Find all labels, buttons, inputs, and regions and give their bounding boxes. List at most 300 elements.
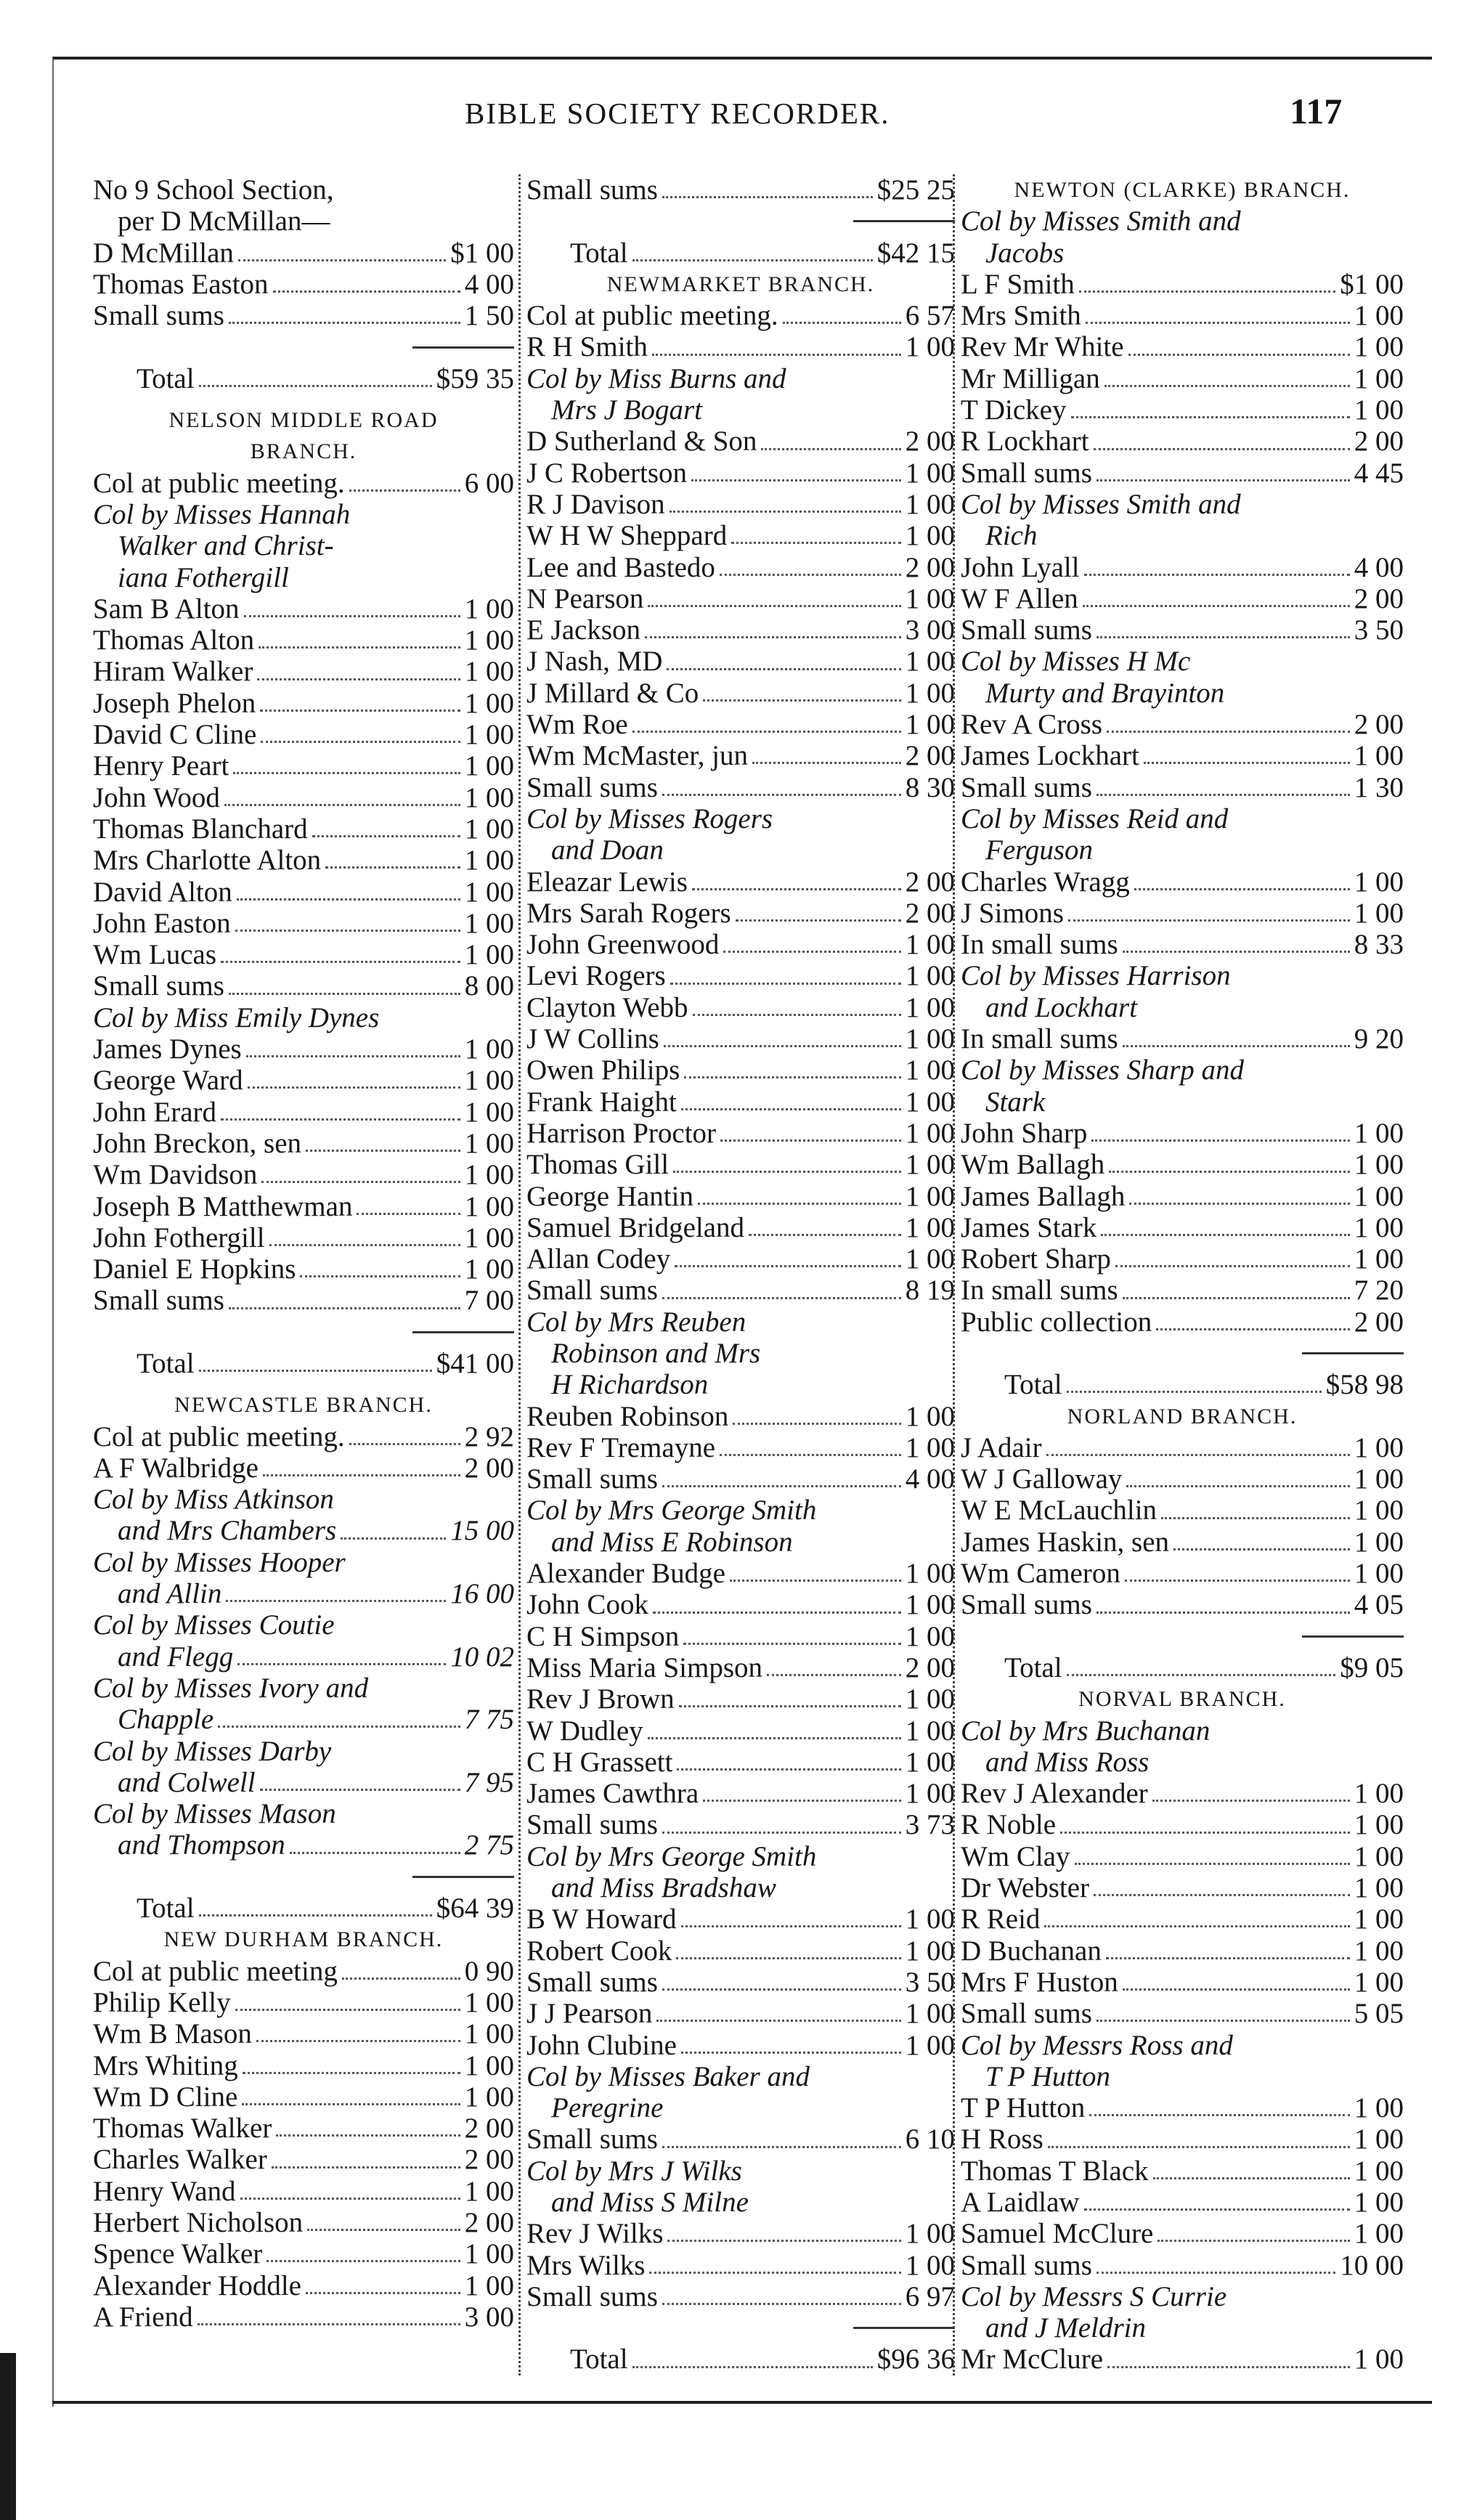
leader-dots (1104, 385, 1350, 387)
list-item (93, 2301, 514, 2333)
entry-amount: 3 50 (1354, 614, 1404, 646)
entry-amount: 1 00 (464, 1986, 514, 2018)
entry-name: Col at public meeting. (93, 467, 345, 499)
leader-dots (269, 1244, 460, 1246)
collector-note: Ferguson (985, 834, 1094, 866)
leader-dots (226, 1600, 446, 1602)
entry-name: D Buchanan (961, 1935, 1102, 1967)
entry-amount: 1 00 (905, 929, 955, 961)
entry-amount: 4 00 (1354, 551, 1404, 583)
leader-dots (306, 2292, 460, 2294)
entry-name: Chapple (118, 1704, 214, 1736)
leader-dots (248, 1086, 460, 1089)
list-item (961, 2155, 1404, 2187)
leader-dots (662, 1485, 901, 1487)
collector-note: Col by Messrs Ross and (961, 2029, 1233, 2061)
list-item (93, 719, 514, 750)
entry-amount: 1 00 (464, 1159, 514, 1191)
entry-name: T Dickey (961, 394, 1067, 426)
entry-amount: 1 00 (1354, 1966, 1404, 1998)
leader-dots (1161, 1517, 1350, 1519)
entry-amount: 1 00 (1354, 1872, 1404, 1904)
entry-name: Samuel McClure (961, 2218, 1154, 2250)
collector-note: Rich (985, 520, 1038, 552)
branch-heading: NELSON MIDDLE ROAD (168, 408, 439, 433)
list-item (93, 468, 514, 499)
total-rule (93, 331, 514, 362)
list-item (526, 583, 955, 614)
list-item (526, 614, 955, 646)
entry-name: Public collection (961, 1306, 1152, 1338)
entry-name: A F Walbridge (93, 1452, 259, 1484)
entry-name: Small sums (93, 300, 224, 332)
entry-name: Rev J Brown (526, 1683, 675, 1715)
leader-dots (662, 2146, 901, 2148)
list-item (93, 1767, 514, 1798)
list-item (93, 2238, 514, 2269)
list-item (526, 2030, 955, 2061)
entry-amount: 2 00 (1354, 582, 1404, 614)
entry-name: C H Simpson (526, 1620, 680, 1652)
branch-heading: NEW DURHAM BRANCH. (163, 1927, 444, 1952)
entry-amount: 8 00 (464, 970, 514, 1002)
leader-dots (1128, 354, 1350, 356)
list-item (93, 2270, 514, 2301)
leader-dots (1048, 2146, 1350, 2148)
entry-amount: 6 97 (905, 2280, 955, 2312)
list-item (93, 1515, 514, 1546)
leader-dots (259, 646, 460, 649)
collector-note: Col by Messrs S Currie (961, 2280, 1227, 2312)
list-item (526, 1967, 955, 1998)
entry-name: Small sums (961, 457, 1092, 489)
entry-name: Small sums (961, 1589, 1092, 1621)
list-item (526, 1589, 955, 1620)
entry-name: Rev F Tremayne (526, 1431, 716, 1463)
total-label: Total (1004, 1651, 1062, 1683)
rule-line (1302, 1352, 1404, 1354)
list-item (93, 625, 514, 656)
list-item (526, 1432, 955, 1463)
entry-amount: 1 00 (464, 907, 514, 939)
list-item (526, 1275, 955, 1306)
leader-dots (238, 259, 446, 261)
leader-dots (652, 354, 901, 356)
entry-name: Wm Ballagh (961, 1149, 1105, 1181)
leader-dots (1096, 479, 1350, 481)
leader-dots (667, 2240, 900, 2242)
entry-amount: 1 00 (464, 939, 514, 971)
list-item (93, 877, 514, 908)
list-item (526, 709, 955, 740)
entry-name: Mr McClure (961, 2344, 1104, 2375)
entry-name: James Haskin, sen (961, 1526, 1170, 1558)
entry-amount: 1 00 (464, 876, 514, 908)
collector-note: and Miss Bradshaw (551, 1872, 776, 1904)
entry-name: John Cook (526, 1589, 648, 1621)
leader-dots (198, 2323, 460, 2325)
entry-amount: 0 90 (464, 1955, 514, 1987)
entry-amount: 2 00 (905, 426, 955, 458)
leader-dots (229, 1307, 460, 1309)
total-amount: $42 15 (876, 237, 955, 269)
list-item (961, 1212, 1404, 1243)
entry-amount: 1 00 (905, 1998, 955, 2030)
entry-amount: 1 00 (905, 1243, 955, 1275)
entry-amount: 1 00 (905, 991, 955, 1023)
entry-name: Small sums (526, 1966, 658, 1998)
list-item (93, 845, 514, 876)
list-item (961, 552, 1404, 583)
list-item (93, 1578, 514, 1609)
entry-amount: 1 00 (1354, 2123, 1404, 2155)
list-item (526, 1243, 955, 1275)
entry-name: Allan Codey (526, 1243, 671, 1275)
entry-amount: 1 00 (905, 1778, 955, 1810)
leader-dots (656, 2020, 900, 2022)
leader-dots (731, 542, 901, 544)
leader-dots (342, 1978, 460, 1980)
entry-amount: 2 00 (905, 1651, 955, 1683)
list-item (93, 1033, 514, 1065)
entry-amount: 3 73 (905, 1809, 955, 1841)
leader-dots (648, 1737, 901, 1739)
entry-name: John Easton (93, 907, 231, 939)
entry-name: James Dynes (93, 1033, 242, 1065)
entry-amount: 1 00 (905, 1935, 955, 1967)
entry-name: Henry Wand (93, 2175, 236, 2207)
entry-name: David C Cline (93, 719, 257, 751)
entry-name: Miss Maria Simpson (526, 1651, 763, 1683)
branch-heading: BRANCH. (250, 439, 357, 464)
entry-name: James Lockhart (961, 740, 1139, 772)
list-item (961, 1463, 1404, 1495)
leader-dots (1096, 636, 1350, 638)
entry-name: J J Pearson (526, 1998, 653, 2030)
entry-name: J Millard & Co (526, 677, 699, 709)
leader-dots (235, 2009, 460, 2011)
entry-amount: 1 00 (1354, 1778, 1404, 1810)
list-item (93, 1097, 514, 1128)
leader-dots (1068, 919, 1350, 922)
entry-name: Mrs Wilks (526, 2249, 646, 2281)
leader-dots (199, 1370, 432, 1372)
leader-dots (1156, 1328, 1350, 1330)
leader-dots (662, 1988, 901, 1991)
entry-name: Levi Rogers (526, 960, 666, 992)
entry-amount: 1 00 (464, 2049, 514, 2081)
list-item (526, 1086, 955, 1118)
list-item (526, 1903, 955, 1935)
list-item (526, 426, 955, 457)
list-item (93, 1829, 514, 1861)
leader-dots (325, 866, 460, 869)
branch-heading: NEWMARKET BRANCH. (606, 272, 875, 296)
leader-dots (675, 1265, 901, 1267)
entry-name: John Lyall (961, 551, 1080, 583)
leader-dots (1106, 1957, 1350, 1959)
entry-name: Owen Philips (526, 1054, 680, 1086)
list-item (526, 552, 955, 583)
leader-dots (673, 1171, 901, 1173)
entry-amount: 1 00 (905, 1054, 955, 1086)
leader-dots (730, 1580, 901, 1582)
list-item (526, 174, 955, 206)
leader-dots (1096, 1611, 1350, 1614)
list-item (961, 1841, 1404, 1872)
leader-dots (632, 259, 873, 261)
spacer (93, 1379, 514, 1389)
list-item (961, 2123, 1404, 2155)
entry-name: Wm Lucas (93, 939, 217, 971)
list-item (961, 1275, 1404, 1306)
entry-name: Rev J Wilks (526, 2218, 664, 2250)
leader-dots (235, 930, 460, 932)
leader-dots (300, 1275, 460, 1277)
entry-amount: 10 00 (1340, 2249, 1404, 2281)
entry-amount: 2 00 (1354, 426, 1404, 458)
entry-amount: 1 00 (464, 1033, 514, 1065)
list-item (961, 331, 1404, 362)
entry-name: Wm B Mason (93, 2018, 252, 2050)
list-item (526, 1683, 955, 1715)
entry-amount: 1 00 (905, 488, 955, 520)
collector-note: Col by Mrs Reuben (526, 1306, 746, 1338)
total-amount: $9 05 (1340, 1651, 1404, 1683)
list-item (93, 782, 514, 813)
entry-amount: 1 00 (905, 709, 955, 741)
entry-name: Charles Walker (93, 2144, 267, 2176)
entry-amount: 1 00 (905, 1400, 955, 1432)
list-item (961, 1243, 1404, 1275)
entry-amount: 1 00 (1354, 1117, 1404, 1149)
list-item (961, 1809, 1404, 1840)
list-item (961, 1589, 1404, 1620)
entry-amount: 1 00 (464, 2269, 514, 2301)
entry-amount: 1 00 (905, 1903, 955, 1935)
entry-name: and Allin (118, 1578, 222, 1610)
collector-note: Robinson and Mrs (551, 1337, 761, 1369)
page-number: 117 (1290, 91, 1343, 131)
leader-dots (662, 1297, 901, 1299)
leader-dots (266, 2260, 460, 2262)
entry-amount: 1 00 (1354, 394, 1404, 426)
list-item (526, 1149, 955, 1180)
entry-name: Wm McMaster, jun (526, 740, 748, 772)
list-item (961, 1118, 1404, 1149)
entry-amount: 1 00 (905, 677, 955, 709)
entry-amount: 1 00 (905, 2249, 955, 2281)
leader-dots (662, 1832, 901, 1834)
entry-amount: 1 00 (464, 656, 514, 688)
entry-amount: 1 00 (464, 719, 514, 751)
leader-dots (349, 1443, 460, 1445)
entry-name: R Noble (961, 1809, 1057, 1841)
list-item (961, 898, 1404, 929)
entry-name: Charles Wragg (961, 866, 1130, 898)
leader-dots (736, 919, 901, 922)
entry-amount: 6 10 (905, 2123, 955, 2155)
list-item (93, 1222, 514, 1253)
leader-dots (1107, 731, 1350, 733)
entry-name: N Pearson (526, 582, 644, 614)
list-item (93, 1704, 514, 1735)
leader-dots (1091, 1139, 1349, 1142)
entry-amount: 4 45 (1354, 457, 1404, 489)
entry-name: Alexander Budge (526, 1558, 725, 1590)
leader-dots (237, 1663, 446, 1665)
total-amount: $59 35 (436, 362, 514, 394)
leader-dots (1123, 1045, 1350, 1047)
list-item (93, 2113, 514, 2144)
entry-amount: 1 00 (905, 457, 955, 489)
entry-amount: 1 00 (905, 2029, 955, 2061)
entry-name: Sam B Alton (93, 593, 240, 625)
total-rule (93, 1861, 514, 1893)
leader-dots (240, 2198, 460, 2200)
entry-amount: $1 00 (1340, 268, 1404, 300)
entry-name: Thomas Gill (526, 1149, 670, 1181)
collector-note: Col by Misses Darby (93, 1735, 332, 1767)
entry-amount: 1 00 (905, 1117, 955, 1149)
list-item (961, 1527, 1404, 1558)
entry-name: David Alton (93, 876, 232, 908)
list-item (526, 1809, 955, 1840)
leader-dots (1094, 1894, 1350, 1896)
entry-amount: 8 19 (905, 1275, 955, 1306)
list-item (526, 2281, 955, 2312)
collector-note: Col by Misses Mason (93, 1798, 336, 1830)
leader-dots (272, 2166, 460, 2169)
entry-amount: 1 00 (905, 520, 955, 552)
list-item (526, 866, 955, 898)
leader-dots (218, 1726, 460, 1728)
list-item (961, 1023, 1404, 1054)
entry-name: Robert Sharp (961, 1243, 1111, 1275)
entry-name: Rev A Cross (961, 709, 1103, 741)
entry-name: Philip Kelly (93, 1986, 231, 2018)
list-item (526, 646, 955, 677)
entry-amount: 2 00 (905, 740, 955, 772)
entry-name: Small sums (961, 614, 1092, 646)
leader-dots (1096, 2020, 1350, 2022)
entry-name: Daniel E Hopkins (93, 1253, 296, 1285)
entry-amount: 1 00 (464, 2081, 514, 2113)
entry-name: J Nash, MD (526, 646, 663, 678)
leader-dots (1157, 2240, 1349, 2242)
leader-dots (667, 668, 900, 670)
entry-name: In small sums (961, 1275, 1118, 1306)
entry-amount: 1 00 (905, 646, 955, 678)
list-item (93, 1285, 514, 1316)
collector-note: H Richardson (551, 1369, 709, 1401)
list-item (961, 1998, 1404, 2029)
list-item (526, 929, 955, 960)
entry-amount: 1 00 (905, 960, 955, 992)
leader-dots (691, 479, 901, 481)
list-item (93, 2144, 514, 2175)
entry-amount: 1 00 (1354, 1526, 1404, 1558)
entry-name: Mrs F Huston (961, 1966, 1118, 1998)
leader-dots (1123, 1988, 1350, 1991)
entry-amount: 1 00 (905, 1589, 955, 1621)
list-item (526, 1778, 955, 1809)
entry-amount: 3 00 (464, 2301, 514, 2333)
entry-name: Eleazar Lewis (526, 866, 688, 898)
leader-dots (767, 1674, 901, 1676)
list-item (526, 2218, 955, 2249)
column-middle (518, 174, 955, 2375)
list-item (526, 1747, 955, 1778)
entry-amount: 1 00 (1354, 300, 1404, 332)
entry-name: James Ballagh (961, 1180, 1126, 1212)
collector-note: Col by Miss Atkinson (93, 1484, 334, 1516)
branch-heading: NORVAL BRANCH. (1078, 1687, 1286, 1712)
entry-name: Small sums (93, 970, 224, 1002)
total-label: Total (570, 237, 628, 269)
leader-dots (653, 1611, 901, 1614)
entry-amount: 1 00 (1354, 2187, 1404, 2218)
leader-dots (783, 322, 901, 324)
entry-name: Harrison Proctor (526, 1117, 717, 1149)
leader-dots (1071, 416, 1350, 418)
leader-dots (1089, 2114, 1350, 2116)
rule-line (412, 1331, 514, 1333)
entry-name: Thomas Blanchard (93, 813, 308, 845)
rule-line (412, 346, 514, 349)
total-row (93, 363, 514, 394)
leader-dots (1060, 1832, 1350, 1834)
entry-name: John Greenwood (526, 929, 720, 961)
leader-dots (261, 1181, 460, 1183)
list-item (961, 740, 1404, 771)
leader-dots (720, 1139, 901, 1142)
leader-dots (273, 290, 460, 293)
entry-name: Mrs Sarah Rogers (526, 897, 731, 929)
entry-amount: 1 00 (464, 781, 514, 813)
list-item (526, 1054, 955, 1086)
list-item (93, 2207, 514, 2238)
leader-dots (1144, 762, 1350, 764)
leader-dots (307, 2229, 460, 2231)
entry-amount: 1 00 (464, 750, 514, 782)
entry-name: Mrs Whiting (93, 2049, 238, 2081)
entry-amount: 1 00 (1354, 1463, 1404, 1495)
leader-dots (1107, 2366, 1350, 2368)
leader-dots (703, 699, 900, 702)
list-item (961, 1495, 1404, 1526)
list-item (961, 426, 1404, 457)
list-item (93, 1191, 514, 1222)
leader-dots (224, 804, 460, 806)
total-row (93, 1893, 514, 1924)
branch-heading: NEWTON (CLARKE) BRANCH. (1014, 178, 1351, 202)
collector-note: Col by Misses Coutie (93, 1609, 335, 1641)
leader-dots (1096, 2272, 1335, 2274)
entry-amount: 1 00 (1354, 740, 1404, 772)
leader-dots (1075, 1863, 1350, 1865)
entry-amount: $25 25 (876, 174, 955, 206)
list-item (526, 1715, 955, 1747)
entry-name: B W Howard (526, 1903, 677, 1935)
entry-amount: 1 00 (1354, 1840, 1404, 1872)
entry-amount: 2 92 (464, 1420, 514, 1452)
leader-dots (1123, 1297, 1350, 1299)
list-item (93, 656, 514, 687)
spacer (93, 394, 514, 405)
list-item (526, 1181, 955, 1212)
entry-amount: 2 00 (1354, 709, 1404, 741)
